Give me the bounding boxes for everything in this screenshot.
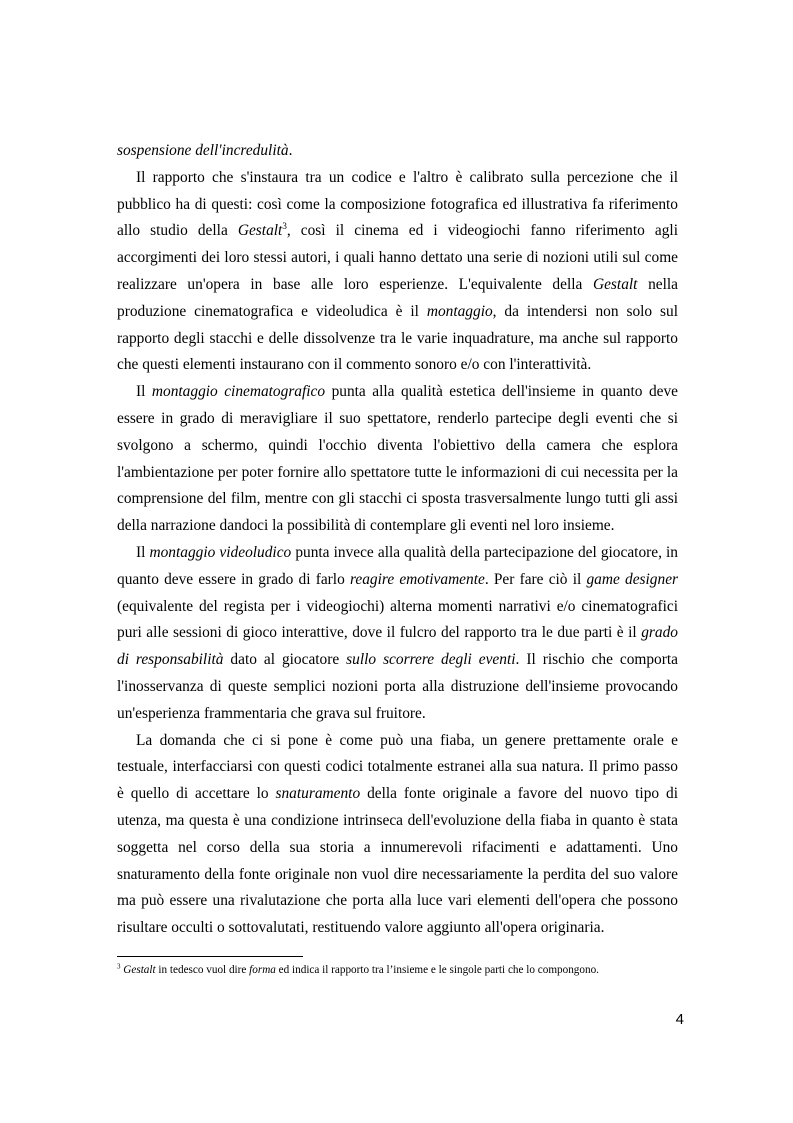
italic-text: snaturamento xyxy=(275,785,361,803)
text-run: . Il rischio che comporta l'inosservanza di queste semplici nozioni porta alla distruzione dell'insieme provocando un'esperienza frammentaria che grava sul fruitore. xyxy=(117,651,678,722)
italic-text: grado di responsabilità xyxy=(117,624,678,669)
footnote-marker: 3 xyxy=(117,962,121,971)
italic-text: sospensione dell'incredulità xyxy=(117,142,289,159)
footnote-separator xyxy=(117,956,303,957)
text-run: (equivalente del regista per i videogiochi) alterna momenti narrativi e/o cinematografici puri alle sessioni di gioco interattive, dove il fulcro del rapporto tra le due parti è il xyxy=(117,597,678,642)
italic-text: montaggio videoludico xyxy=(149,543,292,561)
italic-text: Gestalt xyxy=(237,222,283,240)
text-run: La domanda che ci si pone è come può una fiaba, un genere prettamente orale e testuale, interfacciarsi con questi codici totalmente estranei alla sua natura. Il primo passo è quello di accettare lo xyxy=(117,731,678,803)
text-run: nella produzione cinematografica e videoludica è il xyxy=(117,275,678,320)
text-run: . xyxy=(288,142,293,159)
text-run: della fonte originale a favore del nuovo tipo di utenza, ma questa è una condizione intrinseca dell'evoluzione della fiaba in quanto è stata soggetta nel corso della sua storia a innumerevoli rifacimenti e adattamenti. Uno snaturamento della fonte originale non vuol dire necessariamente la perdita del suo valore ma può essere una rivalutazione che porta alla luce vari elementi dell'opera che possono risultare occulti o sottovalutati, restituendo valore aggiunto all'opera originaria. xyxy=(117,785,678,937)
text-run: ed indica il rapporto tra l’insieme e le singole parti che lo compongono. xyxy=(275,964,599,976)
text-run: , da intendersi non solo sul rapporto degli stacchi e delle dissolvenze tra le varie inquadrature, ma anche sul rapporto che questi elementi instaurano con il commento sonoro e/o con l'interattività. xyxy=(117,302,678,374)
paragraph xyxy=(117,379,678,540)
footnote-marker: 3 xyxy=(282,221,287,232)
italic-text: Gestalt xyxy=(592,275,638,293)
page-number: 4 xyxy=(675,1011,684,1028)
paragraph xyxy=(117,728,678,942)
italic-text: Gestalt xyxy=(123,964,156,976)
text-run: in tedesco vuol dire xyxy=(155,964,250,976)
italic-text: reagire emotivamente xyxy=(349,570,485,588)
paragraph xyxy=(117,165,678,379)
text-run: punta invece alla qualità della partecipazione del giocatore, in quanto deve essere in grado di farlo xyxy=(117,543,679,588)
italic-text: sullo scorrere degli eventi xyxy=(346,651,516,669)
text-run: . Per fare ciò il xyxy=(484,570,587,588)
text-run: , così il cinema ed i videogiochi fanno riferimento agli accorgimenti dei loro stessi autori, i quali hanno dettato una serie di nozioni utili sul come realizzare un'opera in base alle loro esperienze. L'equivalente della xyxy=(117,222,678,293)
italic-text: montaggio xyxy=(426,302,493,320)
text-run: Il xyxy=(136,543,150,561)
paragraph xyxy=(117,540,678,728)
text-run: Il rapporto che s'instaura tra un codice e l'altro è calibrato sulla percezione che il pubblico ha di questi: così come la composizione fotografica ed illustrativa fa riferimento allo studio della xyxy=(117,168,678,240)
body-text xyxy=(117,138,678,942)
italic-text: montaggio cinematografico xyxy=(151,383,326,401)
text-run: punta alla qualità estetica dell'insieme in quanto deve essere in grado di meravigliare il suo spettatore, renderlo partecipe degli eventi che si svolgono a schermo, quindi l'occhio diventa l'obiettivo della camera che esplora l'ambientazione per poter fornire allo spettatore tutte le informazioni di cui necessita per la comprensione del film, mentre con gli stacchi ci sposta trasversalmente lungo tutti gli assi della narrazione dandoci la possibilità di contemplare gli eventi nel loro insieme. xyxy=(117,383,679,535)
italic-text: forma xyxy=(249,964,276,976)
italic-text: game designer xyxy=(586,570,679,588)
text-run: Il xyxy=(136,383,152,401)
footnote xyxy=(117,963,692,978)
text-run: dato al giocatore xyxy=(223,651,347,669)
paragraph xyxy=(117,138,678,165)
